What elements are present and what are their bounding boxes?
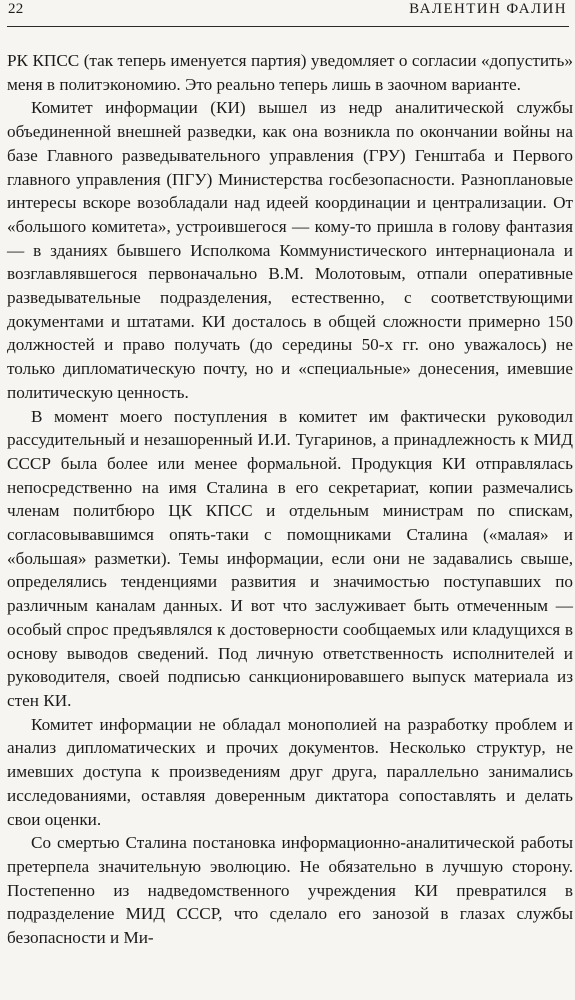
page-number: 22 bbox=[8, 1, 24, 17]
running-header bbox=[7, 0, 569, 27]
paragraph-continuation: РК КПСС (так теперь именуется партия) уведомляет о согласии «допустить» меня в политэкономию. Это реально теперь лишь в заочном варианте. bbox=[7, 51, 573, 94]
running-title: ВАЛЕНТИН ФАЛИН bbox=[409, 1, 567, 17]
paragraph: Комитет информации (КИ) вышел из недр аналитической службы объединенной внешней разведки, как она возникла по окончании войны на базе Главного разведывательного управления (ГРУ) Генштаба и Первого главного управления (ПГУ) Министерства госбезопасности. Разноплановые интересы вскоре возобладали над идеей координации и централизации. От «большого комитета», устроившегося — кому-то пришла в голову фантазия — в зданиях бывшего Исполкома Коммунистического интернационала и возглавлявшегося первоначально В.М. Молотовым, отпали оперативные разведывательные подразделения, естественно, с соответствующими документами и штатами. КИ досталось в общей сложности примерно 150 должностей и право получать (до середины 50-х гг. оно уважалось) не только дипломатическую почту, но и «специальные» донесения, имевшие политическую ценность. bbox=[7, 98, 573, 402]
paragraph: В момент моего поступления в комитет им фактически руководил рассудительный и незашоренный И.И. Тугаринов, а принадлежность к МИД СССР была более или менее формальной. Продукция КИ отправлялась непосредственно на имя Сталина в его секретариат, копии размечались членам политбюро ЦК КПСС и отдельным министрам по спискам, согласовывавшимся опять-таки с помощниками Сталина («малая» и «большая» разметки). Темы информации, если они не задавались свыше, определялись тенденциями развития и значимостью поступавших по различным каналам данных. И вот что заслуживает быть отмеченным — особый спрос предъявлялся к достоверности сообщаемых или кладущихся в основу выводов сведений. Под личную ответственность исполнителей и руководителя, своей подписью санкционировавшего выпуск материала из стен КИ. bbox=[7, 406, 573, 710]
paragraph: Со смертью Сталина постановка информационно-аналитической работы претерпела значительную эволюцию. Не обязательно в лучшую сторону. Постепенно из надведомственного учреждения КИ превратился в подразделение МИД СССР, что сделало его занозой в глазах службы безопасности и Ми- bbox=[7, 833, 573, 948]
page-body bbox=[7, 49, 573, 950]
paragraph: Комитет информации не обладал монополией на разработку проблем и анализ дипломатических и прочих документов. Несколько структур, не имевших доступа к произведениям друг друга, параллельно занимались исследованиями, оставляя доверенным диктатора сопоставлять и делать свои оценки. bbox=[7, 714, 573, 829]
